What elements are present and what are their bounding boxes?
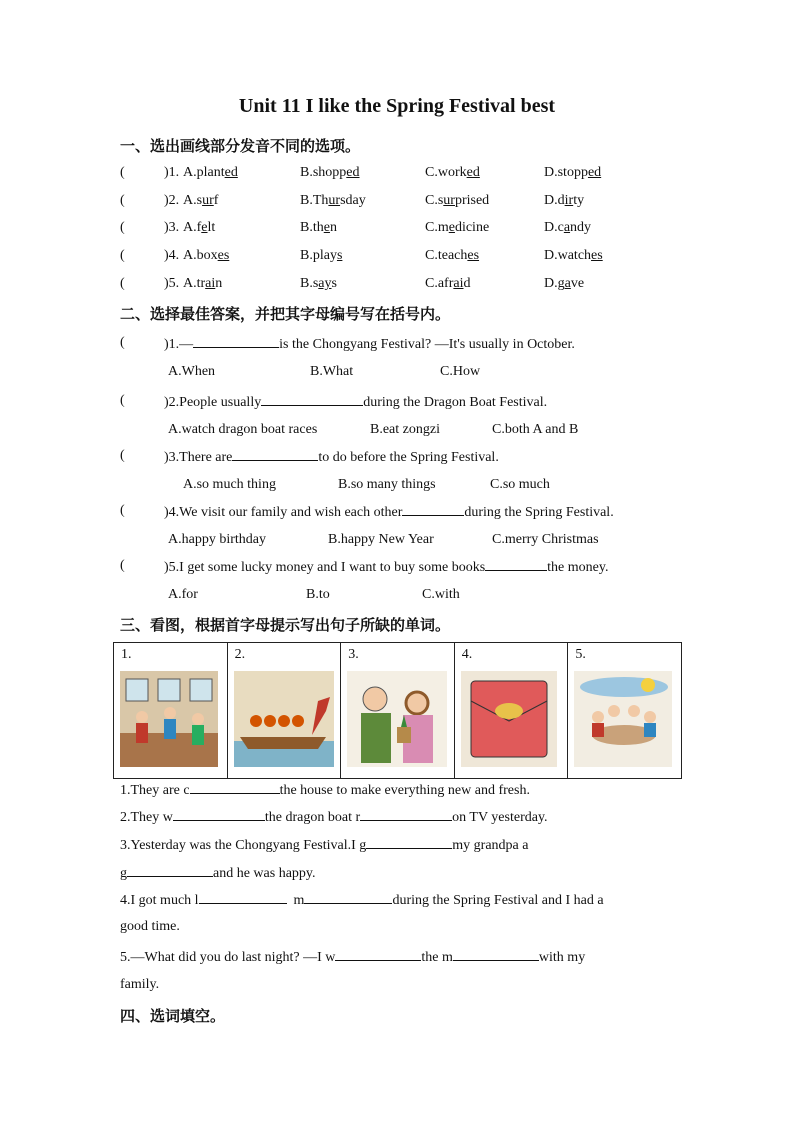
- answer-blank[interactable]: [193, 335, 279, 348]
- option-text: ty: [573, 193, 585, 208]
- stem-text: the money.: [547, 560, 609, 575]
- option-text: sday: [340, 193, 366, 208]
- dragon-boat-picture-icon: [234, 671, 334, 767]
- option-a[interactable]: A.watch dragon boat races: [168, 422, 318, 437]
- picture-number: 2.: [234, 647, 246, 662]
- answer-paren[interactable]: (: [120, 193, 125, 208]
- fill-sentence-2: [120, 808, 548, 826]
- grandpa-gift-picture-icon: [347, 671, 447, 767]
- option-text: C.afr: [425, 276, 454, 291]
- question-number: )3.: [164, 220, 180, 235]
- sentence-text: 1.They are c: [120, 783, 190, 798]
- red-packet-picture-icon: [461, 671, 557, 767]
- option-b[interactable]: B.What: [310, 364, 354, 379]
- option-d[interactable]: [544, 276, 584, 292]
- stem-text: )2.People usually: [164, 395, 262, 410]
- answer-blank[interactable]: [190, 781, 280, 794]
- option-b[interactable]: B.to: [306, 587, 330, 602]
- underlined-letters: es: [591, 248, 603, 263]
- question-number: )5.: [164, 276, 180, 291]
- underlined-letters: ur: [202, 193, 214, 208]
- option-text: n: [329, 220, 337, 235]
- stem-text: )1.—: [164, 337, 194, 352]
- part3-heading: 三、看图，根据首字母提示写出句子所缺的单词。: [120, 616, 451, 634]
- option-d[interactable]: [544, 248, 603, 264]
- underlined-letters: ur: [443, 193, 455, 208]
- sentence-text: during the Spring Festival and I had a: [392, 893, 604, 908]
- part1-heading: 一、选出画线部分发音不同的选项。: [120, 137, 361, 155]
- fill-sentence-3: [120, 836, 528, 854]
- underlined-letters: ai: [205, 276, 216, 291]
- picture-cell-1: [114, 643, 228, 778]
- sentence-text: with my: [538, 950, 586, 965]
- fill-sentence-5-cont: [120, 977, 159, 993]
- option-b[interactable]: [300, 276, 337, 292]
- answer-paren[interactable]: (: [120, 276, 125, 291]
- option-text: s: [331, 276, 337, 291]
- sentence-text: m: [293, 893, 305, 908]
- picture-number: 4.: [461, 647, 473, 662]
- fill-sentence-1: [120, 781, 530, 799]
- answer-paren[interactable]: (: [120, 448, 125, 463]
- question-stem: [164, 558, 608, 576]
- option-text: D.watch: [544, 248, 592, 263]
- option-c[interactable]: [425, 276, 471, 292]
- answer-blank[interactable]: [485, 558, 547, 571]
- underlined-letters: ed: [466, 165, 480, 180]
- fill-sentence-5: [120, 948, 585, 966]
- stem-text: during the Spring Festival.: [464, 505, 614, 520]
- option-text: prised: [454, 193, 490, 208]
- answer-paren[interactable]: (: [120, 393, 125, 408]
- picture-cell-3: [341, 643, 455, 778]
- underlined-letters: ai: [453, 276, 464, 291]
- underlined-letters: a: [564, 276, 571, 291]
- option-c[interactable]: C.so much: [490, 477, 550, 492]
- option-text: B.Th: [300, 193, 329, 208]
- fill-sentence-4-cont: [120, 919, 180, 935]
- answer-paren[interactable]: (: [120, 503, 125, 518]
- option-b[interactable]: B.so many things: [338, 477, 436, 492]
- option-a[interactable]: A.so much thing: [183, 477, 276, 492]
- underlined-letters: e: [201, 220, 208, 235]
- option-b[interactable]: [300, 220, 337, 236]
- question-number: )1.: [164, 165, 180, 180]
- family-dinner-picture-icon: [574, 671, 672, 767]
- option-text: D.d: [544, 193, 565, 208]
- option-text: A.box: [183, 248, 218, 263]
- underlined-letters: ed: [587, 165, 602, 180]
- option-c[interactable]: [425, 220, 489, 236]
- picture-cell-4: [455, 643, 569, 778]
- picture-number: 3.: [348, 647, 359, 662]
- question-stem: [164, 335, 575, 353]
- part2-heading: 二、选择最佳答案，并把其字母编号写在括号内。: [120, 305, 451, 323]
- part4-heading: 四、选词填空。: [120, 1007, 226, 1025]
- sentence-text: family.: [120, 977, 160, 992]
- option-d[interactable]: [544, 220, 591, 236]
- stem-text: )5.I get some lucky money and I want to buy some books: [164, 560, 486, 575]
- underlined-letters: es: [217, 248, 230, 263]
- option-text: dicine: [454, 220, 490, 235]
- answer-paren[interactable]: (: [120, 220, 125, 235]
- option-text: lt: [207, 220, 216, 235]
- option-b[interactable]: [300, 165, 360, 181]
- underlined-letters: s: [336, 248, 343, 263]
- underlined-letters: es: [467, 248, 480, 263]
- sentence-text: 5.—What did you do last night? —I w: [120, 950, 336, 965]
- question-stem: [164, 503, 614, 521]
- sentence-text: and he was happy.: [213, 866, 316, 881]
- sentence-text: the house to make everything new and fresh.: [279, 783, 530, 798]
- option-text: C.work: [425, 165, 467, 180]
- option-text: B.play: [300, 248, 337, 263]
- option-a[interactable]: A.When: [168, 364, 216, 379]
- sentence-text: my grandpa a: [452, 838, 529, 853]
- underlined-letters: ur: [328, 193, 341, 208]
- option-a[interactable]: A.happy birthday: [168, 532, 266, 547]
- underlined-letters: a: [563, 220, 571, 235]
- option-text: D.g: [544, 276, 565, 291]
- option-c[interactable]: C.How: [440, 364, 481, 379]
- answer-blank[interactable]: [127, 864, 213, 877]
- answer-blank[interactable]: [366, 836, 452, 849]
- option-d[interactable]: [544, 165, 601, 181]
- option-a[interactable]: [183, 220, 215, 236]
- sentence-text: 3.Yesterday was the Chongyang Festival.I g: [120, 838, 367, 853]
- option-b[interactable]: [300, 248, 342, 264]
- option-text: C.teach: [425, 248, 468, 263]
- answer-paren[interactable]: (: [120, 335, 125, 350]
- option-b[interactable]: B.happy New Year: [328, 532, 434, 547]
- picture-cell-2: [228, 643, 342, 778]
- sentence-text: on TV yesterday.: [452, 810, 548, 825]
- page-title: Unit 11 I like the Spring Festival best: [238, 95, 556, 117]
- option-a[interactable]: A.for: [168, 587, 198, 602]
- underlined-letters: ir: [564, 193, 574, 208]
- option-text: D.c: [544, 220, 564, 235]
- sentence-text: g: [120, 866, 127, 881]
- stem-text: is the Chongyang Festival? —It's usually in October.: [279, 337, 575, 352]
- stem-text: to do before the Spring Festival.: [318, 450, 499, 465]
- answer-paren[interactable]: (: [120, 558, 125, 573]
- picture-number: 5.: [575, 647, 586, 662]
- stem-text: )4.We visit our family and wish each other: [164, 505, 403, 520]
- answer-blank[interactable]: [173, 808, 265, 821]
- picture-cell-5: [568, 643, 681, 778]
- stem-text: )3.There are: [164, 450, 233, 465]
- option-a[interactable]: [183, 276, 222, 292]
- option-text: A.tr: [183, 276, 206, 291]
- fill-sentence-4: [120, 891, 604, 909]
- option-a[interactable]: [183, 193, 218, 209]
- option-text: d: [463, 276, 471, 291]
- option-a[interactable]: [183, 248, 229, 264]
- option-text: ve: [570, 276, 585, 291]
- option-text: B.s: [300, 276, 319, 291]
- option-c[interactable]: C.both A and B: [492, 422, 579, 437]
- option-text: A.s: [183, 193, 203, 208]
- question-number: )2.: [164, 193, 180, 208]
- option-text: ndy: [570, 220, 592, 235]
- stem-text: during the Dragon Boat Festival.: [363, 395, 548, 410]
- option-text: f: [213, 193, 219, 208]
- answer-blank[interactable]: [261, 393, 363, 406]
- sentence-text: the m: [421, 950, 453, 965]
- option-c[interactable]: [425, 193, 489, 209]
- answer-blank[interactable]: [453, 948, 539, 961]
- fill-sentence-3-cont: [120, 864, 316, 882]
- answer-blank[interactable]: [335, 948, 421, 961]
- option-text: A.plant: [183, 165, 225, 180]
- sentence-text: 4.I got much l: [120, 893, 199, 908]
- question-number: )4.: [164, 248, 180, 263]
- sentence-text: good time.: [120, 919, 180, 934]
- option-text: C.s: [425, 193, 444, 208]
- option-a[interactable]: [183, 165, 238, 181]
- answer-paren[interactable]: (: [120, 165, 125, 180]
- answer-blank[interactable]: [304, 891, 392, 904]
- underlined-letters: ed: [224, 165, 238, 180]
- option-text: D.stopp: [544, 165, 588, 180]
- option-text: B.th: [300, 220, 324, 235]
- option-d[interactable]: [544, 193, 584, 209]
- option-text: C.m: [425, 220, 449, 235]
- picture-grid: [113, 642, 682, 779]
- answer-blank[interactable]: [199, 891, 287, 904]
- underlined-letters: ay: [318, 276, 332, 291]
- option-b[interactable]: B.eat zongzi: [370, 422, 440, 437]
- answer-paren[interactable]: (: [120, 248, 125, 263]
- cleaning-picture-icon: [120, 671, 218, 767]
- answer-blank[interactable]: [232, 448, 318, 461]
- option-c[interactable]: C.with: [422, 587, 460, 602]
- question-stem: [164, 448, 499, 466]
- option-text: n: [215, 276, 223, 291]
- question-stem: [164, 393, 547, 411]
- option-c[interactable]: C.merry Christmas: [492, 532, 599, 547]
- option-c[interactable]: [425, 248, 479, 264]
- underlined-letters: e: [323, 220, 330, 235]
- underlined-letters: e: [448, 220, 455, 235]
- sentence-text: 2.They w: [120, 810, 173, 825]
- picture-number: 1.: [121, 647, 132, 662]
- underlined-letters: ed: [346, 165, 360, 180]
- option-c[interactable]: [425, 165, 480, 181]
- option-text: A.f: [183, 220, 202, 235]
- answer-blank[interactable]: [402, 503, 464, 516]
- answer-blank[interactable]: [360, 808, 452, 821]
- option-b[interactable]: [300, 193, 366, 209]
- sentence-text: the dragon boat r: [264, 810, 361, 825]
- option-text: B.shopp: [300, 165, 347, 180]
